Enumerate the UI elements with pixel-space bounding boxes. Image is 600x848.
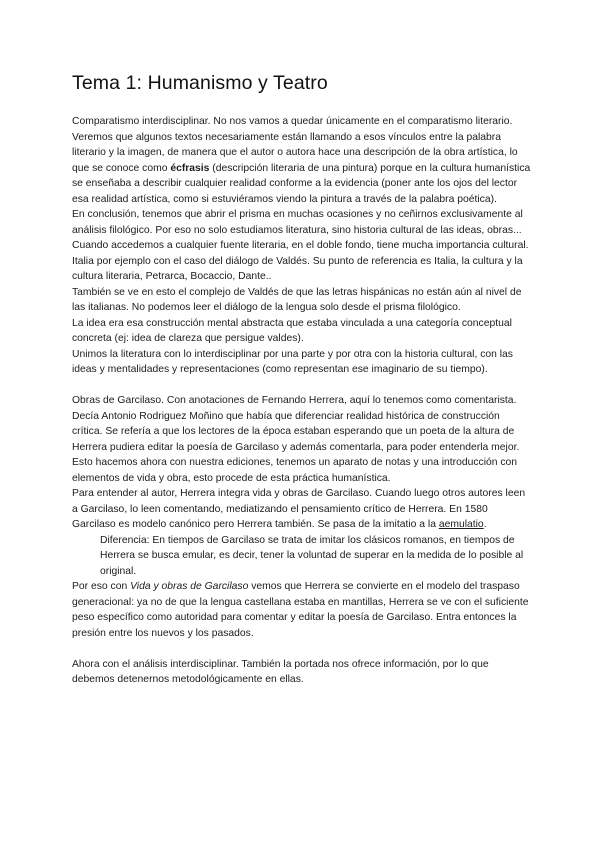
- paragraph-spacer: [72, 378, 532, 394]
- term-ecfrasis: écfrasis: [170, 162, 210, 174]
- term-aemulatio: aemulatio: [438, 519, 484, 530]
- paragraph-herrera: Para entender al autor, Herrera integra vida y obras de Garcilaso. Cuando luego otros autores leen a Garcilaso, lo leen comentando, mediatizando el pensamiento crítico de Herrera. En 1580 Garcilaso es modelo canónico pero Herrera también. Se pasa de la imitatio a la aemulatio.: [72, 488, 526, 530]
- page-title: Tema 1: Humanismo y Teatro: [72, 72, 328, 94]
- paragraph-spacer: [72, 641, 532, 657]
- paragraph-obras-garcilaso: Obras de Garcilaso. Con anotaciones de Fernando Herrera, aquí lo tenemos como comentarista.: [72, 395, 517, 406]
- paragraph-diferencia: Diferencia: En tiempos de Garcilaso se trata de imitar los clásicos romanos, en tiempos de Herrera se busca emular, es decir, tener la voluntad de superar en la medida de lo posible al original.: [100, 534, 524, 577]
- paragraph-unimos: Unimos la literatura con lo interdisciplinar por una parte y por otra con la historia cultural, con las ideas y mentalidades y representaciones (como representan ese imaginario de su tiempo).: [72, 348, 513, 375]
- paragraph-idea: La idea era esa construcción mental abstracta que estaba vinculada a una categoría conceptual concreta (ej: idea de clareza que persigue valdes).: [72, 317, 512, 344]
- title-vida-y-obras: Vida y obras de Garcilaso: [130, 581, 249, 592]
- paragraph-vida-y-obras: Por eso con Vida y obras de Garcilaso vemos que Herrera se convierte en el modelo del traspaso generacional: ya no de que la lengua castellana estaba en mantillas, Herrera se ve con el suficiente peso específico como autoridad para comentar y editar la poesía de Garcilaso. Entra entonces la presión entre los nuevos y los pasados.: [72, 581, 529, 639]
- paragraph-rodriguez-monino: Decía Antonio Rodriguez Moñino que había que diferenciar realidad histórica de construcción crítica. Se refería a que los lectores de la época estaban esperando que un poeta de la altura de Herrera pudiera editar la poesía de Garcilaso y además comentarla, para poder entenderla mejor. Esto hacemos ahora con nuestra ediciones, tenemos un aparato de notas y una introducción con elementos de vida y obra, esto procede de esta práctica humanística.: [72, 410, 520, 484]
- paragraph-comparatismo: Comparatismo interdisciplinar. No nos vamos a quedar únicamente en el comparatismo literario. Veremos que algunos textos necesariamente están llamando a esos vínculos entre la palabra literario y la imagen, de manera que el autor o autora hace una descripción de la obra artística, lo que se conoce como écfrasis (descripción literaria de una pintura) porque en la cultura humanística se enseñaba a describir cualquier realidad conforme a la evidencia (poner ante los ojos del lector esa realidad artística, como si estuviéramos viendo la pintura a través de la palabra poética).: [72, 116, 531, 205]
- paragraph-conclusion: En conclusión, tenemos que abrir el prisma en muchas ocasiones y no ceñirnos exclusivamente al análisis filológico. Por eso no solo estudiamos literatura, sino historia cultural de las ideas, obras...: [72, 209, 523, 236]
- paragraph-fuente-literaria: Cuando accedemos a cualquier fuente literaria, en el doble fondo, tiene mucha importancia cultural. Italia por ejemplo con el caso del diálogo de Valdés. Su punto de referencia es Italia, la cultura y la cultura literaria, Petrarca, Bocaccio, Dante..: [72, 240, 529, 282]
- paragraph-complejo-valdes: También se ve en esto el complejo de Valdés de que las letras hispánicas no están aún al nivel de las italianas. No podemos leer el diálogo de la lengua solo desde el prisma filológico.: [72, 286, 522, 313]
- document-body: [72, 114, 532, 688]
- paragraph-analisis: Ahora con el análisis interdisciplinar. También la portada nos ofrece información, por lo que debemos detenernos metodológicamente en ellas.: [72, 658, 489, 685]
